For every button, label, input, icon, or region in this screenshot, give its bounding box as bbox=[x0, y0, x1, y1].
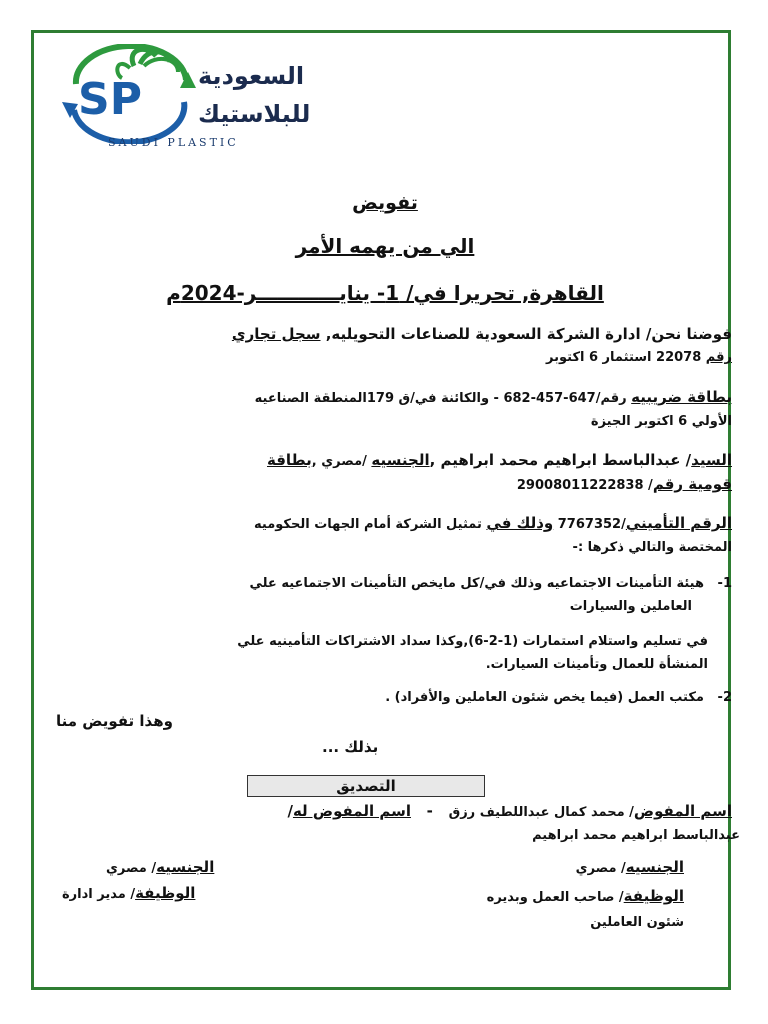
paragraph-insurance: الرقم التأميني/7767352 وذلك في تمثيل الشركة أمام الجهات الحكوميه المختصة والتالي ذكرها :- bbox=[254, 514, 732, 555]
document-title: تفويض bbox=[352, 192, 418, 214]
approval-label: التصديق bbox=[247, 775, 485, 797]
list-item-1: 1- هيئة التأمينات الاجتماعيه وذلك في/كل مايخص التأمينات الاجتماعيه علي العاملين والسيارات bbox=[249, 576, 732, 614]
delegator-nationality: الجنسيه/ مصري bbox=[575, 858, 684, 876]
paragraph-tax-card: بطاقة ضريبيه رقم/647-457-682 - والكائنة في/ق 179المنطقة الصناعيه الأولي 6 اكتوبر الجيزة bbox=[254, 388, 732, 429]
names-row: اسم المفوض/ محمد كمال عبداللطيف رزق - اسم المفوض له/ عبدالباسط ابراهيم محمد ابراهيم bbox=[287, 802, 740, 843]
delegate-nationality: الجنسيه/ مصري bbox=[106, 858, 215, 876]
document-subtitle: الي من يهمه الأمر bbox=[295, 234, 475, 258]
closing-line-2: بذلك ... bbox=[322, 738, 379, 756]
closing-line-1: وهذا تفويض منا bbox=[56, 712, 173, 730]
paragraph-person: السيد/ عبدالباسط ابراهيم محمد ابراهيم ,الجنسيه /مصري ,بطاقة قومية رقم/ 29008011222838 bbox=[267, 451, 732, 493]
logo-english-text: SAUDI PLASTIC bbox=[108, 136, 239, 149]
logo-arabic-line-1: السعودية bbox=[198, 62, 305, 90]
date-line: القاهرة, تحريرا في/ 1- ينايــــــــــــر-2024م bbox=[166, 281, 604, 305]
svg-text:SP: SP bbox=[78, 74, 142, 125]
list-item-1-detail: في تسليم واستلام استمارات (1-2-6),وكذا سداد الاشتراكات التأمينيه علي المنشأة للعمال وتأمينات السيارات. bbox=[237, 634, 708, 672]
delegator-job: الوظيفة/ صاحب العمل وبديره شئون العاملين bbox=[486, 887, 684, 930]
paragraph-company: فوضنا نحن/ ادارة الشركة السعودية للصناعات التحويليه, سجل تجاري رقم 22078 استثمار 6 اكتوبر bbox=[231, 325, 732, 365]
logo-arabic-line-2: للبلاستيك bbox=[198, 100, 311, 128]
logo-emblem-icon bbox=[56, 44, 206, 144]
list-item-2: 2- مكتب العمل (فيما يخص شئون العاملين والأفراد) . bbox=[385, 690, 732, 705]
delegate-job: الوظيفة/ مدير ادارة bbox=[62, 884, 196, 902]
